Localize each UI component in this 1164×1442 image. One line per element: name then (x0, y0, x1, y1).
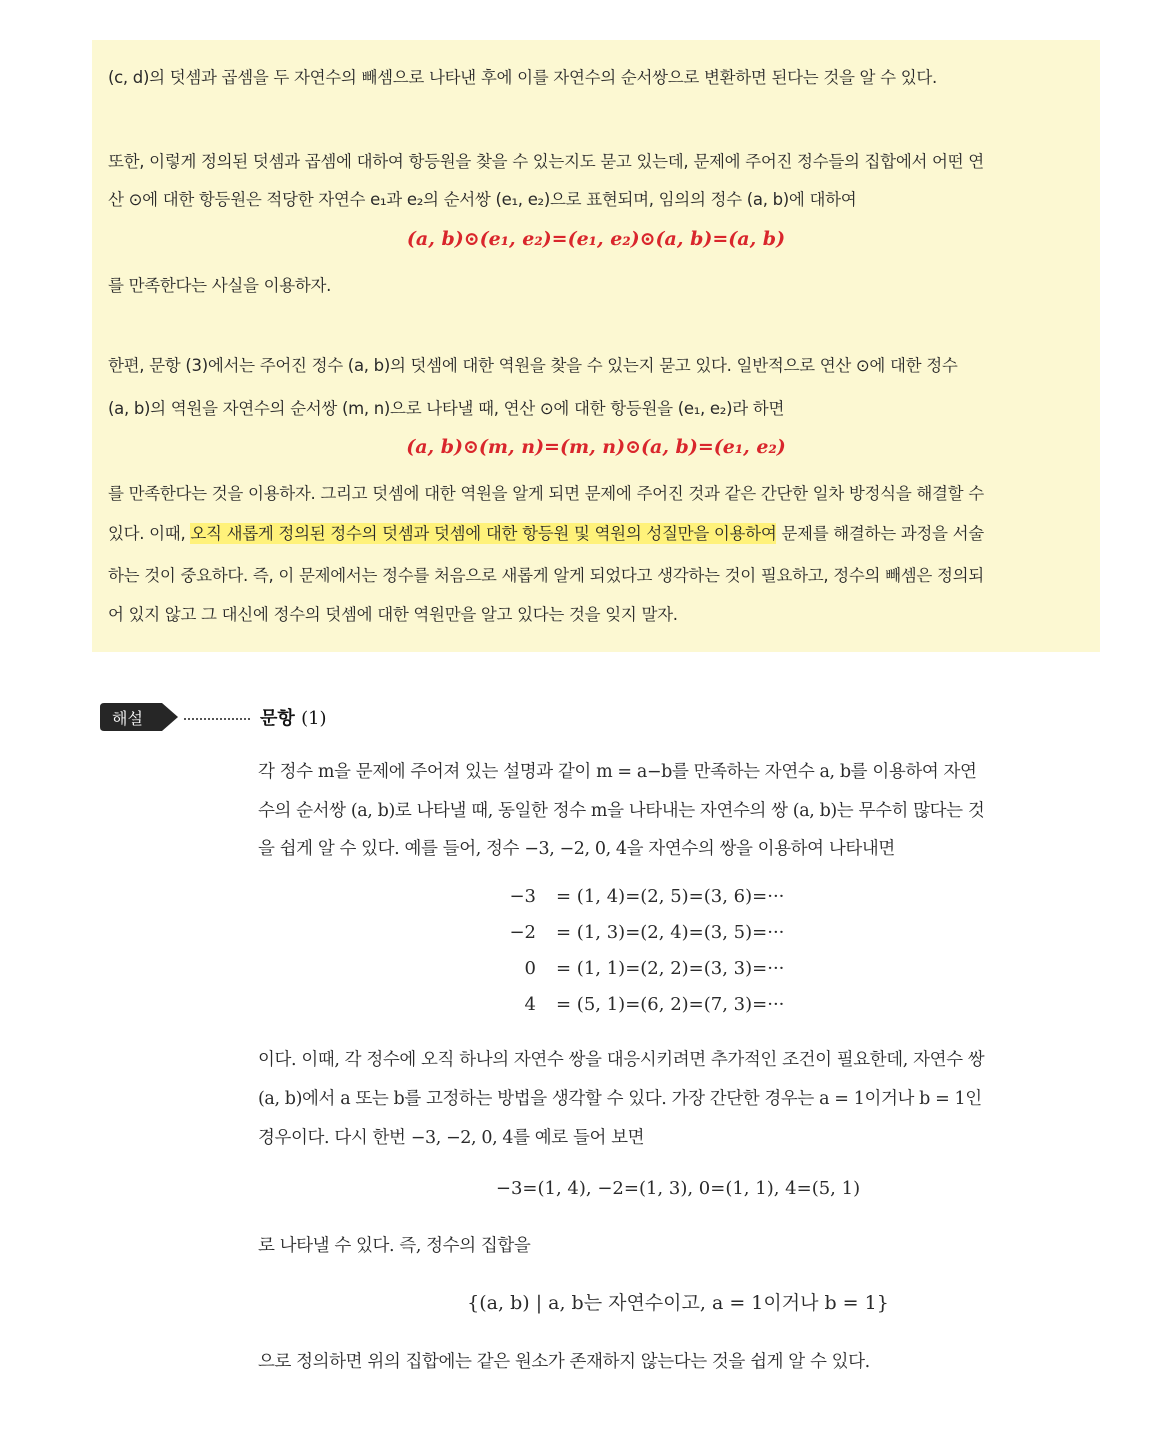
solution-line: (a, b)에서 a 또는 b를 고정하는 방법을 생각할 수 있다. 가장 간단한 경우는 a = 1이거나 b = 1인 (258, 1089, 982, 1109)
equation-rhs: = (5, 1)=(6, 2)=(7, 3)=··· (556, 994, 785, 1015)
item-label: 문항 (260, 708, 295, 729)
solution-line: 수의 순서쌍 (a, b)로 나타낼 때, 동일한 정수 m을 나타내는 자연수의 쌍 (a, b)는 무수히 많다는 것 (258, 801, 985, 821)
equation-lhs: 0 (524, 958, 536, 979)
solution-line: 로 나타낼 수 있다. 즉, 정수의 집합을 (258, 1236, 531, 1256)
line-prefix: 있다. 이때, (108, 524, 191, 543)
line-suffix: 문제를 해결하는 과정을 서술 (776, 524, 984, 543)
box-paragraph-line: (c, d)의 덧셈과 곱셈을 두 자연수의 빼셈으로 나타낸 후에 이를 자연수의 순서쌍으로 변환하면 된다는 것을 알 수 있다. (108, 68, 937, 87)
equation-lhs: 4 (524, 994, 536, 1015)
badge-label: 해설 (112, 709, 143, 728)
identity-equation: (a, b)⊙(e₁, e₂)=(e₁, e₂)⊙(a, b)=(a, b) (406, 228, 786, 250)
equation-lhs: −3 (509, 886, 536, 907)
box-paragraph-line: 또한, 이렇게 정의된 덧셈과 곱셈에 대하여 항등원을 찾을 수 있는지도 묻고 있는데, 문제에 주어진 정수들의 집합에서 어떤 연 (108, 152, 984, 171)
equation-rhs: = (1, 3)=(2, 4)=(3, 5)=··· (556, 922, 785, 943)
solution-line: 이다. 이때, 각 정수에 오직 하나의 자연수 쌍을 대응시키려면 추가적인 조건이 필요한데, 자연수 쌍 (258, 1050, 985, 1070)
solution-line: 각 정수 m을 문제에 주어져 있는 설명과 같이 m = a−b를 만족하는 자연수 a, b를 이용하여 자연 (258, 762, 977, 782)
item-number: (1) (301, 708, 327, 729)
highlighted-text: 오직 새롭게 정의된 정수의 덧셈과 덧셈에 대한 항등원 및 역원의 성질만을 이용하여 (190, 524, 777, 543)
box-paragraph-line: 하는 것이 중요하다. 즉, 이 문제에서는 정수를 처음으로 새롭게 알게 되었다고 생각하는 것이 필요하고, 정수의 빼셈은 정의되 (108, 566, 984, 585)
solution-line: 을 쉽게 알 수 있다. 예를 들어, 정수 −3, −2, 0, 4을 자연수의 쌍을 이용하여 나타내면 (258, 839, 895, 859)
box-paragraph-line: 를 만족한다는 사실을 이용하자. (108, 276, 332, 295)
explanation-box (92, 40, 1100, 652)
equation-rhs: = (1, 1)=(2, 2)=(3, 3)=··· (556, 958, 785, 979)
solution-badge (100, 703, 178, 731)
set-definition: {(a, b) | a, b는 자연수이고, a = 1이거나 b = 1} (467, 1292, 889, 1314)
box-paragraph-line (108, 520, 984, 544)
box-paragraph-line: 한편, 문항 (3)에서는 주어진 정수 (a, b)의 덧셈에 대한 역원을 찾을 수 있는지 묻고 있다. 일반적으로 연산 ⊙에 대한 정수 (108, 356, 958, 375)
box-paragraph-line: (a, b)의 역원을 자연수의 순서쌍 (m, n)으로 나타낼 때, 연산 ⊙에 대한 항등원을 (e₁, e₂)라 하면 (108, 399, 785, 418)
item-title (260, 704, 327, 730)
dotted-leader (184, 708, 250, 720)
pair-equation: −3=(1, 4), −2=(1, 3), 0=(1, 1), 4=(5, 1) (495, 1178, 861, 1199)
inverse-equation: (a, b)⊙(m, n)=(m, n)⊙(a, b)=(e₁, e₂) (406, 436, 786, 458)
equation-lhs: −2 (509, 922, 536, 943)
solution-line: 으로 정의하면 위의 집합에는 같은 원소가 존재하지 않는다는 것을 쉽게 알 수 있다. (258, 1352, 870, 1372)
equation-rhs: = (1, 4)=(2, 5)=(3, 6)=··· (556, 886, 785, 907)
box-paragraph-line: 산 ⊙에 대한 항등원은 적당한 자연수 e₁과 e₂의 순서쌍 (e₁, e₂)으로 표현되며, 임의의 정수 (a, b)에 대하여 (108, 190, 857, 209)
box-paragraph-line: 어 있지 않고 그 대신에 정수의 덧셈에 대한 역원만을 알고 있다는 것을 잊지 말자. (108, 605, 678, 624)
box-paragraph-line: 를 만족한다는 것을 이용하자. 그리고 덧셈에 대한 역원을 알게 되면 문제에 주어진 것과 같은 간단한 일차 방정식을 해결할 수 (108, 484, 984, 503)
solution-line: 경우이다. 다시 한번 −3, −2, 0, 4를 예로 들어 보면 (258, 1128, 645, 1148)
